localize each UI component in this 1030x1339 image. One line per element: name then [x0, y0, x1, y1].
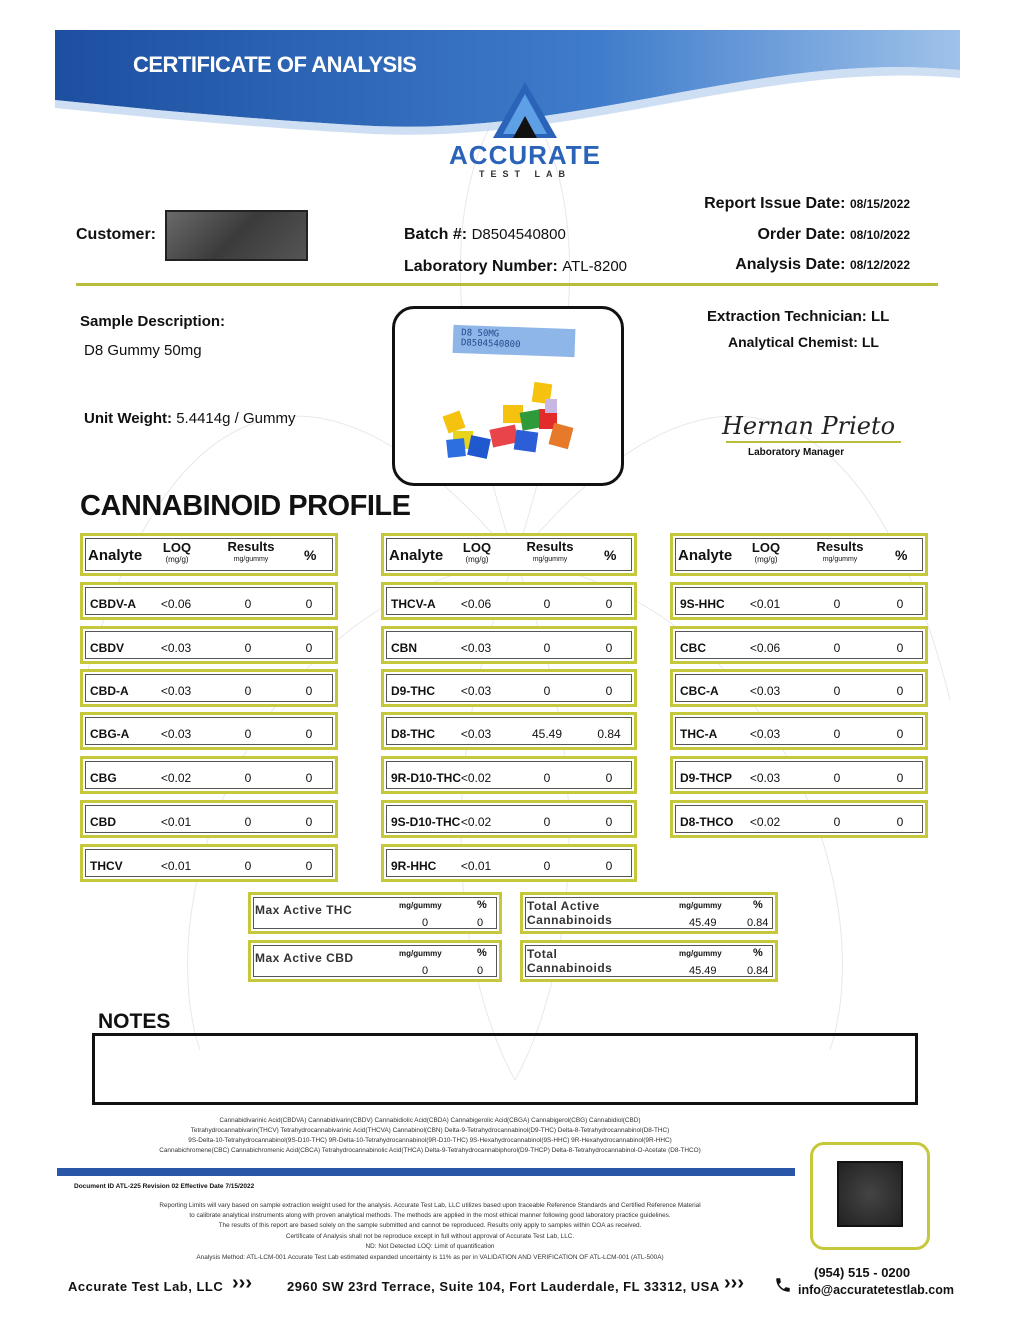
unit-weight-value: 5.4414g / Gummy	[176, 410, 296, 427]
analyte-name: CBC	[680, 641, 706, 655]
analyte-name: CBDV	[90, 641, 125, 655]
phone-icon	[774, 1276, 792, 1294]
result-value: 0	[244, 859, 252, 873]
header-results-unit: mg/gummy	[822, 556, 858, 563]
analyte-name: THCV-A	[391, 597, 436, 611]
arrow-icon: ›››	[232, 1272, 252, 1294]
max-thc-value: 0	[422, 917, 429, 929]
table-row	[80, 756, 338, 794]
table-row	[80, 712, 338, 750]
order-date-field	[757, 226, 910, 244]
header-loq-unit: (mg/g)	[754, 555, 778, 564]
result-value: 0	[833, 815, 841, 829]
result-value: 0	[244, 727, 252, 741]
table-row	[670, 712, 928, 750]
analyte-name: CBC-A	[680, 684, 719, 698]
loq-value: <0.01	[160, 815, 192, 829]
sample-tag	[453, 325, 576, 357]
signature-line	[726, 441, 901, 443]
max-cbd-box	[248, 940, 502, 982]
analyte-name: D9-THC	[391, 684, 435, 698]
disclaimer-line: Certificate of Analysis shall not be reproduce except in full without approval of Accurate Test Lab, LLC.	[285, 1233, 575, 1240]
table-row	[381, 800, 637, 838]
header-loq: LOQ (mg/g)	[455, 542, 499, 566]
manager-signature: Hernan Prieto	[722, 412, 896, 440]
footer-email[interactable]: info@accuratetestlab.com	[798, 1283, 954, 1297]
analytical-chemist-value: LL	[861, 334, 879, 350]
loq-value: <0.03	[749, 684, 781, 698]
table-row	[80, 669, 338, 707]
analyte-name: CBD	[90, 815, 116, 829]
result-value: 0	[244, 597, 252, 611]
analyte-name: 9R-D10-THC	[391, 771, 462, 785]
header-pct: %	[304, 547, 317, 563]
footer-bar	[57, 1168, 795, 1176]
result-value: 0	[244, 815, 252, 829]
extraction-tech-value: LL	[870, 308, 890, 325]
company-logo	[445, 80, 605, 180]
total-value: 45.49	[689, 965, 717, 977]
header-results: Results mg/gummy	[515, 540, 585, 566]
gummy-blue	[514, 430, 539, 453]
max-thc-label: Max Active THC	[255, 903, 353, 917]
total-box	[520, 940, 778, 982]
customer-label: Customer:	[76, 226, 157, 243]
header-loq: LOQ (mg/g)	[744, 542, 788, 566]
gummy-blue	[446, 438, 466, 458]
pct-value: 0	[605, 815, 613, 829]
total-active-unit: mg/gummy	[679, 901, 722, 910]
pct-value: 0	[305, 815, 313, 829]
result-value: 0	[543, 597, 551, 611]
extraction-tech-field	[707, 308, 889, 325]
table-row	[80, 844, 338, 882]
footer-address: 2960 SW 23rd Terrace, Suite 104, Fort Lauderdale, FL 33312, USA	[287, 1279, 720, 1294]
loq-value: <0.03	[160, 727, 192, 741]
analyte-name: CBD-A	[90, 684, 129, 698]
unit-weight-label: Unit Weight:	[84, 410, 173, 427]
max-cbd-label: Max Active CBD	[255, 951, 354, 965]
glossary-line: Tetrahydrocannabivarin(THCV) Tetrahydrocannabivarinic Acid(THCVA) Cannabinol(CBN) Delta-9-Tetrahydrocannabinol(D9-THC) Delta-8-Tetrahydrocannabinol(D8-THC)	[190, 1127, 670, 1134]
table-header	[381, 533, 637, 576]
table-row	[381, 844, 637, 882]
analyte-name: CBDV-A	[90, 597, 137, 611]
pct-value: 0	[605, 641, 613, 655]
loq-value: <0.03	[749, 771, 781, 785]
pct-value: 0	[896, 771, 904, 785]
analyte-name: CBG-A	[90, 727, 130, 741]
table-row	[80, 626, 338, 664]
analyte-name: 9S-D10-THC	[391, 815, 461, 829]
result-value: 0	[833, 641, 841, 655]
analytical-chemist-label: Analytical Chemist:	[728, 334, 858, 350]
pct-value: 0	[605, 597, 613, 611]
max-cbd-pct: 0	[477, 965, 484, 977]
total-active-pct: 0.84	[747, 917, 769, 929]
loq-value: <0.03	[749, 727, 781, 741]
loq-value: <0.01	[460, 859, 492, 873]
loq-value: <0.06	[749, 641, 781, 655]
analysis-date-field	[735, 256, 910, 274]
result-value: 0	[543, 859, 551, 873]
table-row	[381, 712, 637, 750]
total-active-box	[520, 892, 778, 934]
analysis-date-label: Analysis Date:	[735, 256, 846, 273]
result-value: 0	[543, 815, 551, 829]
pct-value: 0	[896, 597, 904, 611]
document-title: CERTIFICATE OF ANALYSIS	[133, 52, 417, 77]
pct-value: 0	[305, 859, 313, 873]
loq-value: <0.06	[460, 597, 492, 611]
extraction-tech-label: Extraction Technician:	[707, 308, 867, 325]
loq-value: <0.03	[160, 641, 192, 655]
gummy-blue	[467, 435, 491, 459]
total-pct: 0.84	[747, 965, 769, 977]
max-cbd-value: 0	[422, 965, 429, 977]
loq-value: <0.02	[460, 815, 492, 829]
table-row	[670, 800, 928, 838]
analytical-chemist-field	[728, 334, 879, 350]
batch-field	[404, 226, 566, 244]
result-value: 0	[833, 727, 841, 741]
analyte-name: D8-THC	[391, 727, 435, 741]
pct-value: 0.84	[597, 727, 621, 741]
batch-label: Batch #:	[404, 226, 468, 243]
pct-value: 0	[605, 859, 613, 873]
header-analyte: Analyte	[88, 547, 143, 564]
header-loq: LOQ (mg/g)	[155, 542, 199, 566]
table-header	[80, 533, 338, 576]
footer-company: Accurate Test Lab, LLC	[68, 1279, 224, 1294]
total-label-line1: Total	[527, 947, 558, 961]
batch-value: D8504540800	[471, 226, 566, 243]
table-row	[381, 669, 637, 707]
total-unit: mg/gummy	[679, 949, 722, 958]
loq-value: <0.03	[460, 684, 492, 698]
order-date-value: 08/10/2022	[849, 228, 910, 242]
profile-title: CANNABINOID PROFILE	[80, 490, 411, 522]
table-row	[80, 800, 338, 838]
pct-value: 0	[305, 641, 313, 655]
pct-value: 0	[896, 815, 904, 829]
divider	[76, 283, 938, 286]
total-active-label	[527, 899, 612, 927]
document-id: Document ID ATL-225 Revision 02 Effective Date 7/15/2022	[74, 1183, 255, 1190]
result-value: 0	[833, 684, 841, 698]
analyte-name: D9-THCP	[680, 771, 733, 785]
result-value: 0	[244, 641, 252, 655]
result-value: 0	[244, 684, 252, 698]
loq-value: <0.03	[460, 641, 492, 655]
header-loq-unit: (mg/g)	[165, 555, 189, 564]
max-thc-box	[248, 892, 502, 934]
issue-date-value: 08/15/2022	[849, 197, 910, 211]
lab-number-field	[404, 258, 627, 276]
loq-value: <0.02	[749, 815, 781, 829]
sample-photo	[392, 306, 624, 486]
analyte-name: 9R-HHC	[391, 859, 437, 873]
max-thc-unit: mg/gummy	[399, 901, 442, 910]
footer-phone[interactable]: (954) 515 - 0200	[814, 1265, 911, 1280]
issue-date-label: Report Issue Date:	[704, 195, 846, 212]
sample-desc-label: Sample Description:	[80, 313, 226, 330]
notes-title: NOTES	[98, 1010, 171, 1033]
sample-tag-line2: D8504540800	[460, 338, 521, 351]
result-value: 45.49	[531, 727, 563, 741]
table-row	[670, 669, 928, 707]
max-cbd-unit: mg/gummy	[399, 949, 442, 958]
header-loq-unit: (mg/g)	[465, 555, 489, 564]
logo-triangle-icon	[445, 80, 605, 142]
total-label-line2: Cannabinoids	[527, 961, 613, 975]
analyte-name: CBG	[90, 771, 117, 785]
loq-value: <0.01	[749, 597, 781, 611]
pct-value: 0	[896, 684, 904, 698]
header-pct: %	[895, 547, 908, 563]
table-row	[381, 626, 637, 664]
customer-redacted	[165, 210, 308, 261]
analyte-name: 9S-HHC	[680, 597, 725, 611]
table-row	[670, 582, 928, 620]
result-value: 0	[244, 771, 252, 785]
pct-value: 0	[605, 771, 613, 785]
header-results-unit: mg/gummy	[532, 556, 568, 563]
header-results-unit: mg/gummy	[233, 556, 269, 563]
loq-value: <0.03	[460, 727, 492, 741]
pct-value: 0	[896, 727, 904, 741]
analyte-name: CBN	[391, 641, 417, 655]
header-analyte: Analyte	[389, 547, 444, 564]
pct-value: 0	[305, 727, 313, 741]
gummy-purple	[545, 399, 557, 413]
table-row	[381, 756, 637, 794]
pct-value: 0	[605, 684, 613, 698]
disclaimer-line: The results of this report are based solely on the sample submitted and cannot be reproduced. Results only apply to samples within COA as received.	[218, 1222, 642, 1229]
header-analyte: Analyte	[678, 547, 733, 564]
unit-weight-field	[84, 410, 295, 427]
gummy-orange	[548, 423, 573, 449]
lab-number-value: ATL-8200	[562, 258, 628, 275]
order-date-label: Order Date:	[757, 226, 846, 243]
notes-box	[92, 1033, 918, 1105]
analyte-name: THCV	[90, 859, 123, 873]
pct-value: 0	[896, 641, 904, 655]
loq-value: <0.02	[460, 771, 492, 785]
glossary-line: Cannabichromene(CBC) Cannabichromenic Acid(CBCA) Tetrahydrocannabinolic Acid(THCA) Delta-9-Tetrahydrocannabiphorol(D9-THCP) Delta-8-Tetrahydrocannabinol-O-Acetate (D8-THCO)	[159, 1147, 701, 1154]
result-value: 0	[543, 641, 551, 655]
table-row	[670, 626, 928, 664]
max-cbd-pct-header: %	[477, 947, 487, 959]
sample-desc-value: D8 Gummy 50mg	[84, 342, 202, 359]
lab-number-label: Laboratory Number:	[404, 258, 558, 275]
table-header	[670, 533, 928, 576]
glossary-line: 9S-Delta-10-Tetrahydrocannabinol(9S-D10-THC) 9R-Delta-10-Tetrahydrocannabinol(9R-D10-THC) 9S-Hexahydrocannabinol(9S-HHC) 9R-Hexahydrocannabinol(9R-HHC)	[188, 1137, 672, 1144]
pct-value: 0	[305, 597, 313, 611]
header-pct: %	[604, 547, 617, 563]
result-value: 0	[833, 597, 841, 611]
analysis-date-value: 08/12/2022	[849, 258, 910, 272]
logo-word: ACCURATE	[449, 140, 601, 170]
disclaimer-line: ND: Not Detected LOQ: Limit of quantification	[365, 1243, 495, 1250]
max-thc-pct: 0	[477, 917, 484, 929]
pct-value: 0	[305, 684, 313, 698]
header-results: Results mg/gummy	[805, 540, 875, 566]
table-row	[670, 756, 928, 794]
table-row	[80, 582, 338, 620]
glossary-line: Cannabidivarinic Acid(CBDVA) Cannabidivarin(CBDV) Cannabidiolic Acid(CBDA) Cannabigerolic Acid(CBGA) Cannabigerol(CBG) Cannabidiol(CBD)	[219, 1117, 641, 1124]
pct-value: 0	[305, 771, 313, 785]
total-active-pct-header: %	[753, 899, 763, 911]
total-active-label-line1: Total Active	[527, 899, 600, 913]
total-label	[527, 947, 612, 975]
analyte-name: THC-A	[680, 727, 718, 741]
disclaimer-line: Analysis Method: ATL-LCM-001 Accurate Test Lab estimated expanded uncertainty is 11% as per in VALIDATION AND VERIFICATION OF ATL-LCM-001 (ATL-500A)	[196, 1254, 664, 1261]
sample-tag-line1: D8 50MG	[461, 328, 500, 340]
result-value: 0	[833, 771, 841, 785]
max-thc-pct-header: %	[477, 899, 487, 911]
loq-value: <0.02	[160, 771, 192, 785]
analyte-name: D8-THCO	[680, 815, 734, 829]
loq-value: <0.01	[160, 859, 192, 873]
loq-value: <0.06	[160, 597, 192, 611]
logo-subtitle: TEST LAB	[479, 169, 571, 179]
manager-title: Laboratory Manager	[748, 447, 845, 458]
total-active-label-line2: Cannabinoids	[527, 913, 613, 927]
header-results: Results mg/gummy	[216, 540, 286, 566]
total-pct-header: %	[753, 947, 763, 959]
disclaimer-line: to calibrate analytical instruments along with proven analytical methods. The methods are applied in the most ethical manner following good laboratory practice guidelines.	[189, 1212, 671, 1219]
result-value: 0	[543, 684, 551, 698]
table-row	[381, 582, 637, 620]
loq-value: <0.03	[160, 684, 192, 698]
arrow-icon: ›››	[724, 1272, 744, 1294]
issue-date-field	[704, 195, 910, 213]
total-active-value: 45.49	[689, 917, 717, 929]
result-value: 0	[543, 771, 551, 785]
disclaimer-line: Reporting Limits will vary based on sample extraction weight used for the analysis. Accurate Test Lab, LLC utilizes based upon traceable Reference Standards and Certified Reference Material	[159, 1202, 701, 1209]
